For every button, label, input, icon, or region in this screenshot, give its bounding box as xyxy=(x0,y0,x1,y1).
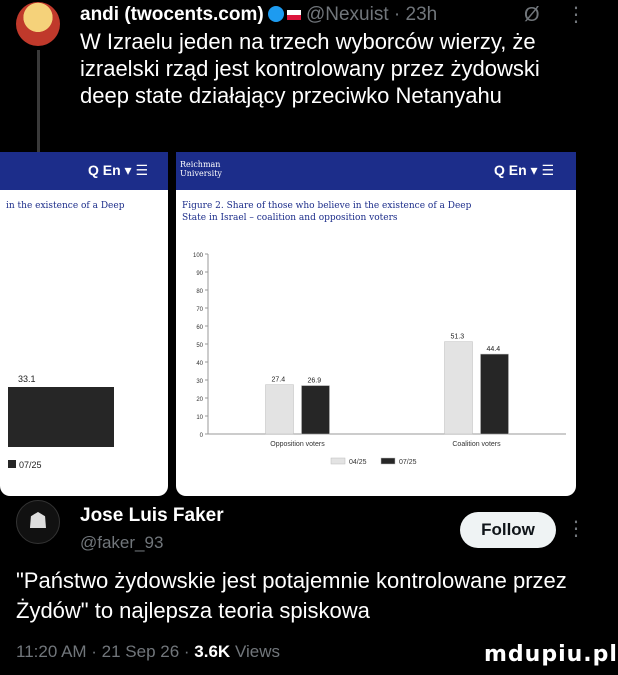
bar xyxy=(266,385,294,434)
bar xyxy=(481,354,509,434)
y-tick-label: 50 xyxy=(196,343,203,349)
watermark-logo: mdupiu.pl xyxy=(484,642,618,667)
image-card-left[interactable] xyxy=(0,152,168,496)
category-label: Coalition voters xyxy=(452,441,501,448)
nav-controls[interactable]: Q En ▾ ☰ xyxy=(494,162,555,178)
site-navbar xyxy=(0,152,168,190)
verified-icon xyxy=(268,6,284,22)
legend-swatch xyxy=(331,458,345,464)
author-handle[interactable]: @faker_93 xyxy=(80,533,164,552)
avatar[interactable]: ☗ xyxy=(16,500,60,544)
y-tick-label: 90 xyxy=(196,271,203,277)
tweet-text: W Izraelu jeden na trzech wyborców wierzy, że izraelski rząd jest kontrolowany przez żydowski deep state działający przeciwko Netanyahu xyxy=(80,29,540,108)
legend-item xyxy=(8,460,42,470)
legend-label: 07/25 xyxy=(19,460,42,470)
university-logo: Reichman University xyxy=(180,160,222,178)
site-navbar xyxy=(176,152,576,190)
author-handle[interactable]: @Nexuist · 23h xyxy=(305,4,438,25)
y-tick-label: 100 xyxy=(192,253,203,259)
bar-chart xyxy=(176,242,576,492)
tweet-header xyxy=(80,4,437,26)
flag-icon xyxy=(287,10,301,20)
timestamp[interactable]: 11:20 AM · 21 Sep 26 · xyxy=(16,642,195,661)
figure-caption-fragment: in the existence of a Deep xyxy=(6,201,125,211)
tweet-text: "Państwo żydowskie jest potajemnie kontrolowane przez Żydów" to najlepsza teoria spiskowa xyxy=(16,568,567,623)
y-tick-label: 60 xyxy=(196,325,203,331)
legend-swatch xyxy=(381,458,395,464)
y-tick-label: 40 xyxy=(196,361,203,367)
tweet-meta xyxy=(16,642,280,662)
author-name[interactable]: andi (twocents.com) xyxy=(80,4,264,25)
legend-label: 04/25 xyxy=(349,459,367,466)
views-label: Views xyxy=(230,642,280,661)
figure-title xyxy=(176,190,576,224)
figure-title-line-1: Figure 2. Share of those who believe in the existence of a Deep xyxy=(182,201,472,211)
follow-button[interactable]: Follow xyxy=(460,512,556,548)
bar-value-label: 51.3 xyxy=(450,333,465,341)
y-tick-label: 10 xyxy=(196,415,203,421)
views-count: 3.6K xyxy=(194,642,231,661)
category-label: Opposition voters xyxy=(270,441,325,448)
nav-controls[interactable]: Q En ▾ ☰ xyxy=(88,162,149,178)
legend-swatch xyxy=(8,460,16,468)
grok-icon[interactable]: Ø xyxy=(524,4,540,26)
y-tick-label: 0 xyxy=(199,433,203,439)
bar-value-label: 27.4 xyxy=(271,376,286,384)
bar-value-label: 44.4 xyxy=(486,346,501,354)
thread-line xyxy=(37,50,40,160)
y-tick-label: 80 xyxy=(196,289,203,295)
y-tick-label: 30 xyxy=(196,379,203,385)
bar xyxy=(8,387,114,447)
more-icon[interactable]: ⋮ xyxy=(566,518,586,540)
image-card-right[interactable] xyxy=(176,152,576,496)
bar xyxy=(302,386,330,434)
legend-label: 07/25 xyxy=(399,459,417,466)
y-tick-label: 70 xyxy=(196,307,203,313)
avatar[interactable] xyxy=(16,2,60,46)
more-icon[interactable]: ⋮ xyxy=(566,4,586,26)
bar-value-label: 33.1 xyxy=(18,374,36,384)
bar xyxy=(445,342,473,434)
bar-value-label: 26.9 xyxy=(307,377,322,385)
figure-title-line-2: State in Israel – coalition and opposition voters xyxy=(182,213,398,223)
y-tick-label: 20 xyxy=(196,397,203,403)
author-name[interactable]: Jose Luis Faker xyxy=(80,505,224,526)
